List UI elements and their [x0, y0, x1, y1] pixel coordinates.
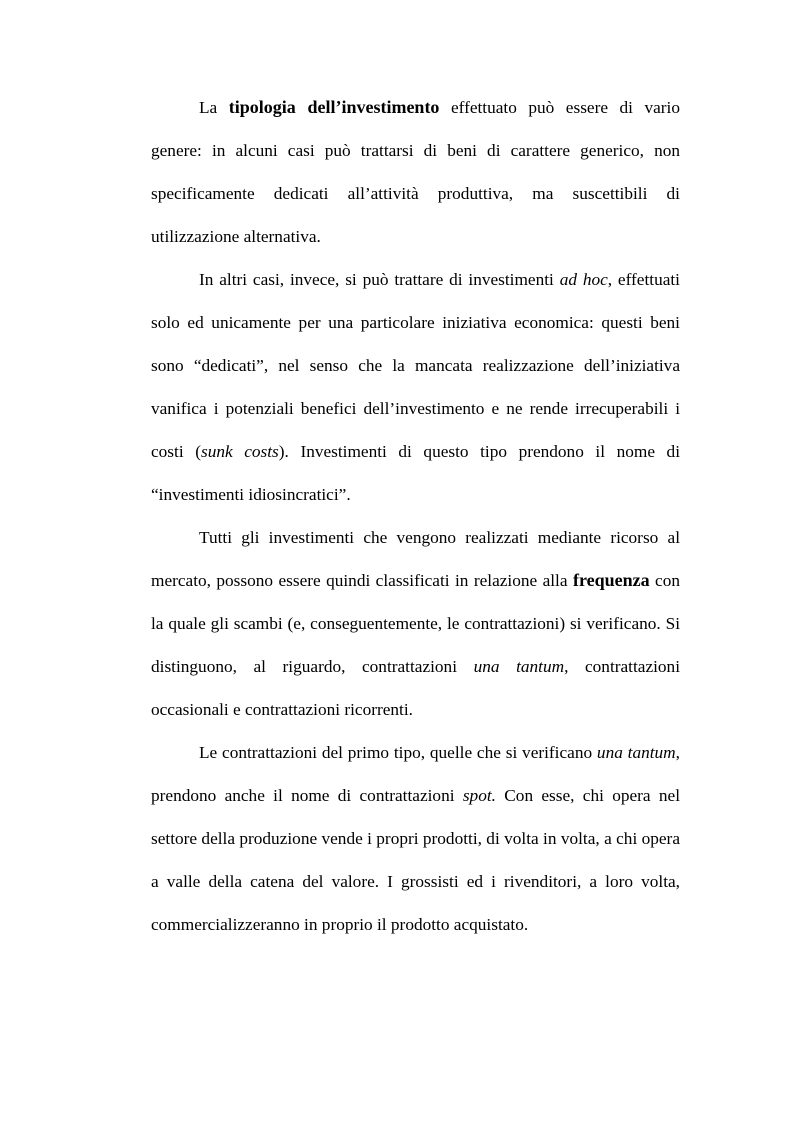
paragraph-spot: [151, 731, 680, 946]
paragraph-frequenza: [151, 516, 680, 731]
bold-term: frequenza: [572, 570, 650, 590]
text-segment: effettuato può essere di vario genere: in alcuni casi può trattarsi di beni di carattere generico, non specificamente dedicati all’attività produttiva, ma suscettibili di utilizzazione alternativa.: [151, 98, 680, 246]
italic-term: sunk costs: [200, 442, 279, 461]
text-segment: Le contrattazioni del primo tipo, quelle che si verificano: [199, 743, 597, 762]
text-segment: , prendono anche il nome di contrattazioni: [151, 743, 680, 805]
italic-term: una tantum: [473, 657, 565, 676]
paragraph-tipologia: [151, 86, 680, 258]
text-segment: La: [199, 98, 229, 117]
italic-term: una tantum: [596, 743, 676, 762]
document-page: [151, 86, 680, 946]
text-segment: , effettuati solo ed unicamente per una particolare iniziativa economica: questi beni sono “dedicati”, nel senso che la mancata realizzazione dell’iniziativa vanifica i potenziali benefici dell’investimento e ne rende irrecuperabili i costi (: [151, 270, 680, 461]
text-segment: ). Investimenti di questo tipo prendono il nome di “investimenti idiosincratici”.: [151, 442, 680, 504]
text-segment: In altri casi, invece, si può trattare di investimenti: [199, 270, 560, 289]
text-segment: , contrattazioni occasionali e contrattazioni ricorrenti.: [151, 657, 680, 719]
text-segment: con la quale gli scambi (e, conseguentemente, le contrattazioni) si verificano. Si distinguono, al riguardo, contrattazioni: [151, 571, 680, 676]
italic-term: spot.: [462, 786, 496, 805]
italic-term: ad hoc: [559, 270, 608, 289]
text-segment: Con esse, chi opera nel settore della produzione vende i propri prodotti, di volta in volta, a chi opera a valle della catena del valore. I grossisti ed i rivenditori, a loro volta, commercializzeranno in proprio il prodotto acquistato.: [151, 786, 680, 934]
text-segment: Tutti gli investimenti che vengono realizzati mediante ricorso al mercato, possono essere quindi classificati in relazione alla: [151, 528, 680, 590]
bold-term: tipologia dell’investimento: [228, 97, 440, 117]
paragraph-ad-hoc: [151, 258, 680, 516]
